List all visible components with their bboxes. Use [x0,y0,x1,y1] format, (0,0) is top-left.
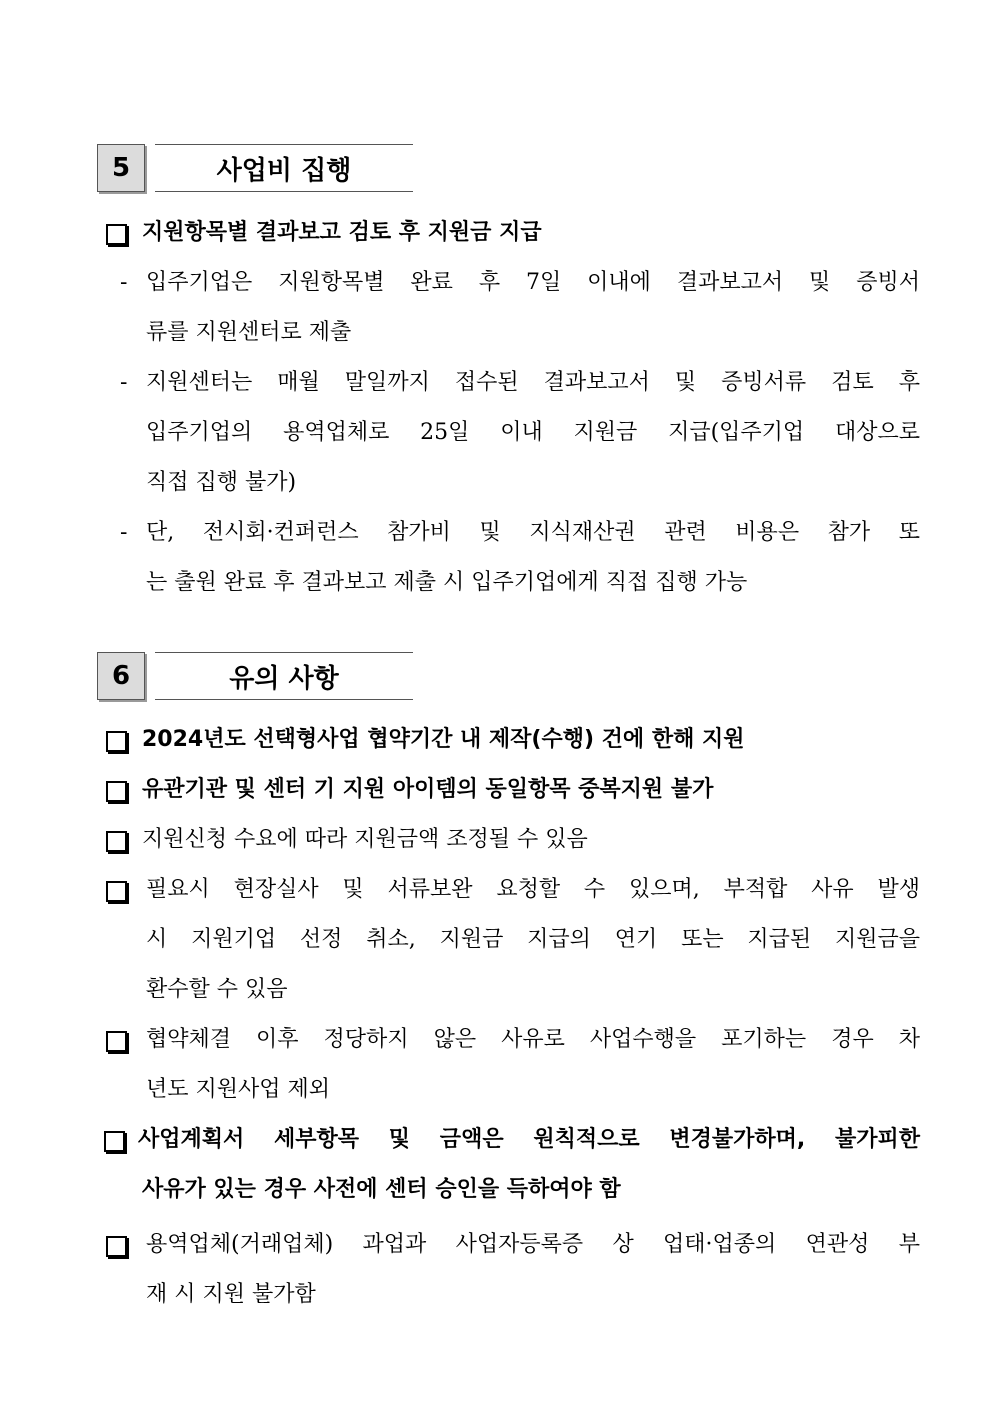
section-6-header [97,652,415,700]
section-6-number: 6 [97,652,145,700]
section-6-title: 유의 사항 [155,652,413,700]
note-item-5-line-1: 협약체결 이후 정당하지 않은 사유로 사업수행을 포기하는 경우 차 [146,1027,920,1052]
bullet-1-line-2: 류를 지원센터로 제출 [146,320,352,345]
note-item-4-line-2: 시 지원기업 선정 취소, 지원금 지급의 연기 또는 지급된 지원금을 [146,927,920,952]
note-item-3: 지원신청 수요에 따라 지원금액 조정될 수 있음 [142,827,588,852]
note-item-2: 유관기관 및 센터 기 지원 아이템의 동일항목 중복지원 불가 [142,777,714,802]
dash-bullet-icon: - [120,520,128,545]
checkbox-icon [106,881,127,902]
bullet-2-line-3: 직접 집행 불가) [146,470,297,495]
bullet-3-line-2: 는 출원 완료 후 결과보고 제출 시 입주기업에게 직접 집행 가능 [146,570,748,595]
dash-bullet-icon: - [120,270,128,295]
checkbox-icon [106,224,127,245]
note-item-7-line-1: 용역업체(거래업체) 과업과 사업자등록증 상 업태·업종의 연관성 부 [146,1232,920,1257]
bullet-3-line-1: 단, 전시회·컨퍼런스 참가비 및 지식재산권 관련 비용은 참가 또 [146,520,920,545]
section-5-header [97,144,415,192]
bullet-1-line-1: 입주기업은 지원항목별 완료 후 7일 이내에 결과보고서 및 증빙서 [146,270,920,295]
note-item-7-line-2: 재 시 지원 불가함 [146,1282,316,1307]
note-item-6-line-1: 사업계획서 세부항목 및 금액은 원칙적으로 변경불가하며, 불가피한 [138,1127,920,1152]
checkbox-icon [106,1236,127,1257]
note-item-5-line-2: 년도 지원사업 제외 [146,1077,331,1102]
checkbox-icon [106,831,127,852]
checkbox-icon [106,731,127,752]
section-5-item: 지원항목별 결과보고 검토 후 지원금 지급 [142,220,542,245]
checkbox-icon [106,781,127,802]
note-item-4-line-3: 환수할 수 있음 [146,977,288,1002]
checkbox-icon [106,1031,127,1052]
note-item-6-line-2: 사유가 있는 경우 사전에 센터 승인을 득하여야 함 [142,1177,621,1202]
bullet-2-line-2: 입주기업의 용역업체로 25일 이내 지원금 지급(입주기업 대상으로 [146,420,920,445]
note-item-1: 2024년도 선택형사업 협약기간 내 제작(수행) 건에 한해 지원 [142,727,745,752]
section-5-number: 5 [97,144,145,192]
bullet-2-line-1: 지원센터는 매월 말일까지 접수된 결과보고서 및 증빙서류 검토 후 [146,370,920,395]
dash-bullet-icon: - [120,370,128,395]
note-item-4-line-1: 필요시 현장실사 및 서류보완 요청할 수 있으며, 부적합 사유 발생 [146,877,920,902]
checkbox-icon [104,1131,125,1152]
section-5-title: 사업비 집행 [155,144,413,192]
